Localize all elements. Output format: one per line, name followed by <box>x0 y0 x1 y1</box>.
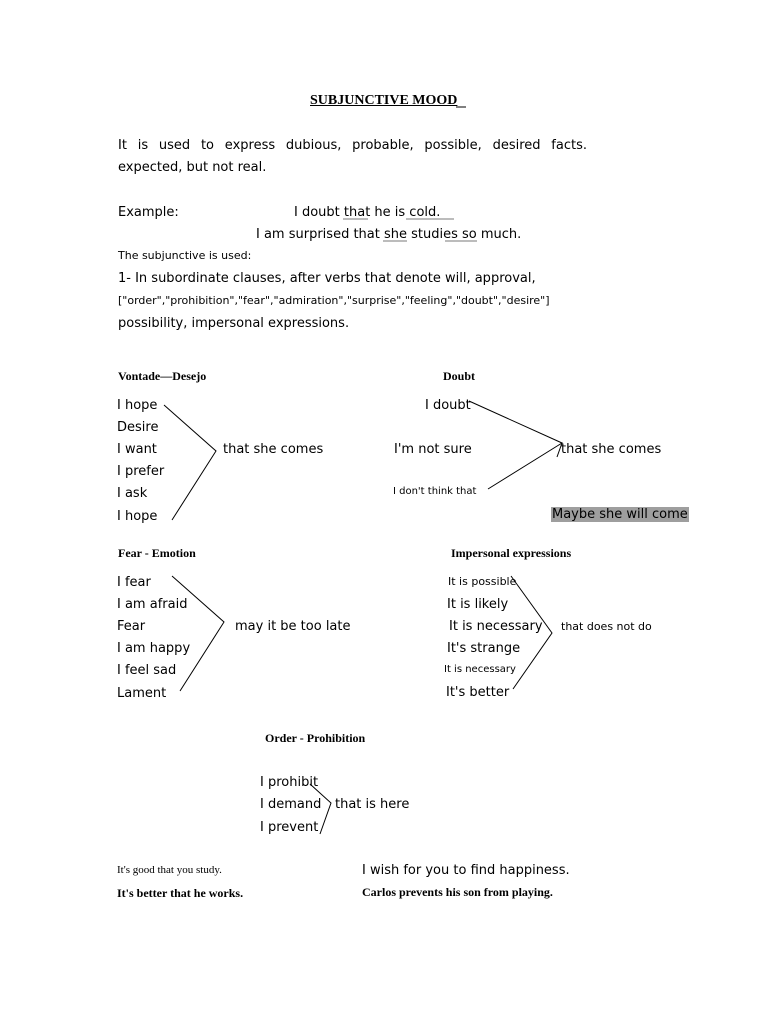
intro-line-1: It is used to express dubious, probable, possible, desired facts. <box>118 138 587 153</box>
will-item: I hope <box>117 509 158 524</box>
rule-1-line-3: possibility, impersonal expressions. <box>118 316 350 331</box>
fear-bracket <box>172 576 224 691</box>
impersonal-item: It is likely <box>447 597 509 612</box>
doubt-bracket <box>469 401 562 489</box>
will-bracket <box>164 405 216 520</box>
impersonal-item: It's strange <box>447 641 521 656</box>
example-bottom-left-2: It's better that he works. <box>117 886 244 900</box>
used-intro: The subjunctive is used: <box>118 249 252 262</box>
order-bracket <box>310 784 331 834</box>
fear-heading: Fear - Emotion <box>118 546 196 560</box>
will-item: I hope <box>117 398 158 413</box>
doubt-heading: Doubt <box>443 369 476 383</box>
will-item: I want <box>117 442 157 457</box>
doubt-item: I don't think that <box>393 486 477 497</box>
example-bottom-left-1: It's good that you study. <box>117 864 222 876</box>
fear-item: Lament <box>117 686 167 701</box>
impersonal-result: that does not do <box>561 620 652 633</box>
fear-result: may it be too late <box>235 619 351 634</box>
fear-item: I feel sad <box>117 663 177 678</box>
impersonal-item: It is necessary <box>444 664 516 675</box>
will-result: that she comes <box>223 442 324 457</box>
fear-item: I am happy <box>117 641 191 656</box>
fear-item: Fear <box>117 619 146 634</box>
fear-item: I fear <box>117 575 151 590</box>
impersonal-bracket <box>511 576 552 689</box>
doubt-item: I'm not sure <box>394 442 472 457</box>
intro-line-2: expected, but not real. <box>118 160 267 175</box>
will-item: I prefer <box>117 464 165 479</box>
will-item: I ask <box>117 486 148 501</box>
doubt-note-highlight: Maybe she will come <box>552 507 688 522</box>
order-item: I demand <box>260 797 322 812</box>
doubt-result: that she comes <box>561 442 662 457</box>
page-title: SUBJUNCTIVE MOOD <box>310 93 458 108</box>
fear-item: I am afraid <box>117 597 188 612</box>
rule-1-line-2: ["order","prohibition","fear","admiration","surprise","feeling","doubt","desire"] <box>118 294 550 307</box>
doubt-item: I doubt <box>425 398 471 413</box>
impersonal-item: It is possible <box>448 575 517 588</box>
order-heading: Order - Prohibition <box>265 731 366 745</box>
rule-1-line-1: 1- In subordinate clauses, after verbs that denote will, approval, <box>118 271 536 286</box>
order-result: that is here <box>335 797 410 812</box>
order-item: I prevent <box>260 820 319 835</box>
order-item: I prohibit <box>260 775 319 790</box>
impersonal-heading: Impersonal expressions <box>451 546 572 560</box>
example-bottom-right-2: Carlos prevents his son from playing. <box>362 885 553 899</box>
will-heading: Vontade—Desejo <box>118 369 207 383</box>
example-sentence-1: I doubt that he is cold. <box>294 205 441 220</box>
impersonal-item: It's better <box>446 685 510 700</box>
example-bottom-right-1: I wish for you to find happiness. <box>362 863 570 878</box>
impersonal-item: It is necessary <box>449 619 543 634</box>
example-sentence-2: I am surprised that she studies so much. <box>256 227 522 242</box>
will-item: Desire <box>117 420 159 435</box>
example-label: Example: <box>118 205 179 220</box>
